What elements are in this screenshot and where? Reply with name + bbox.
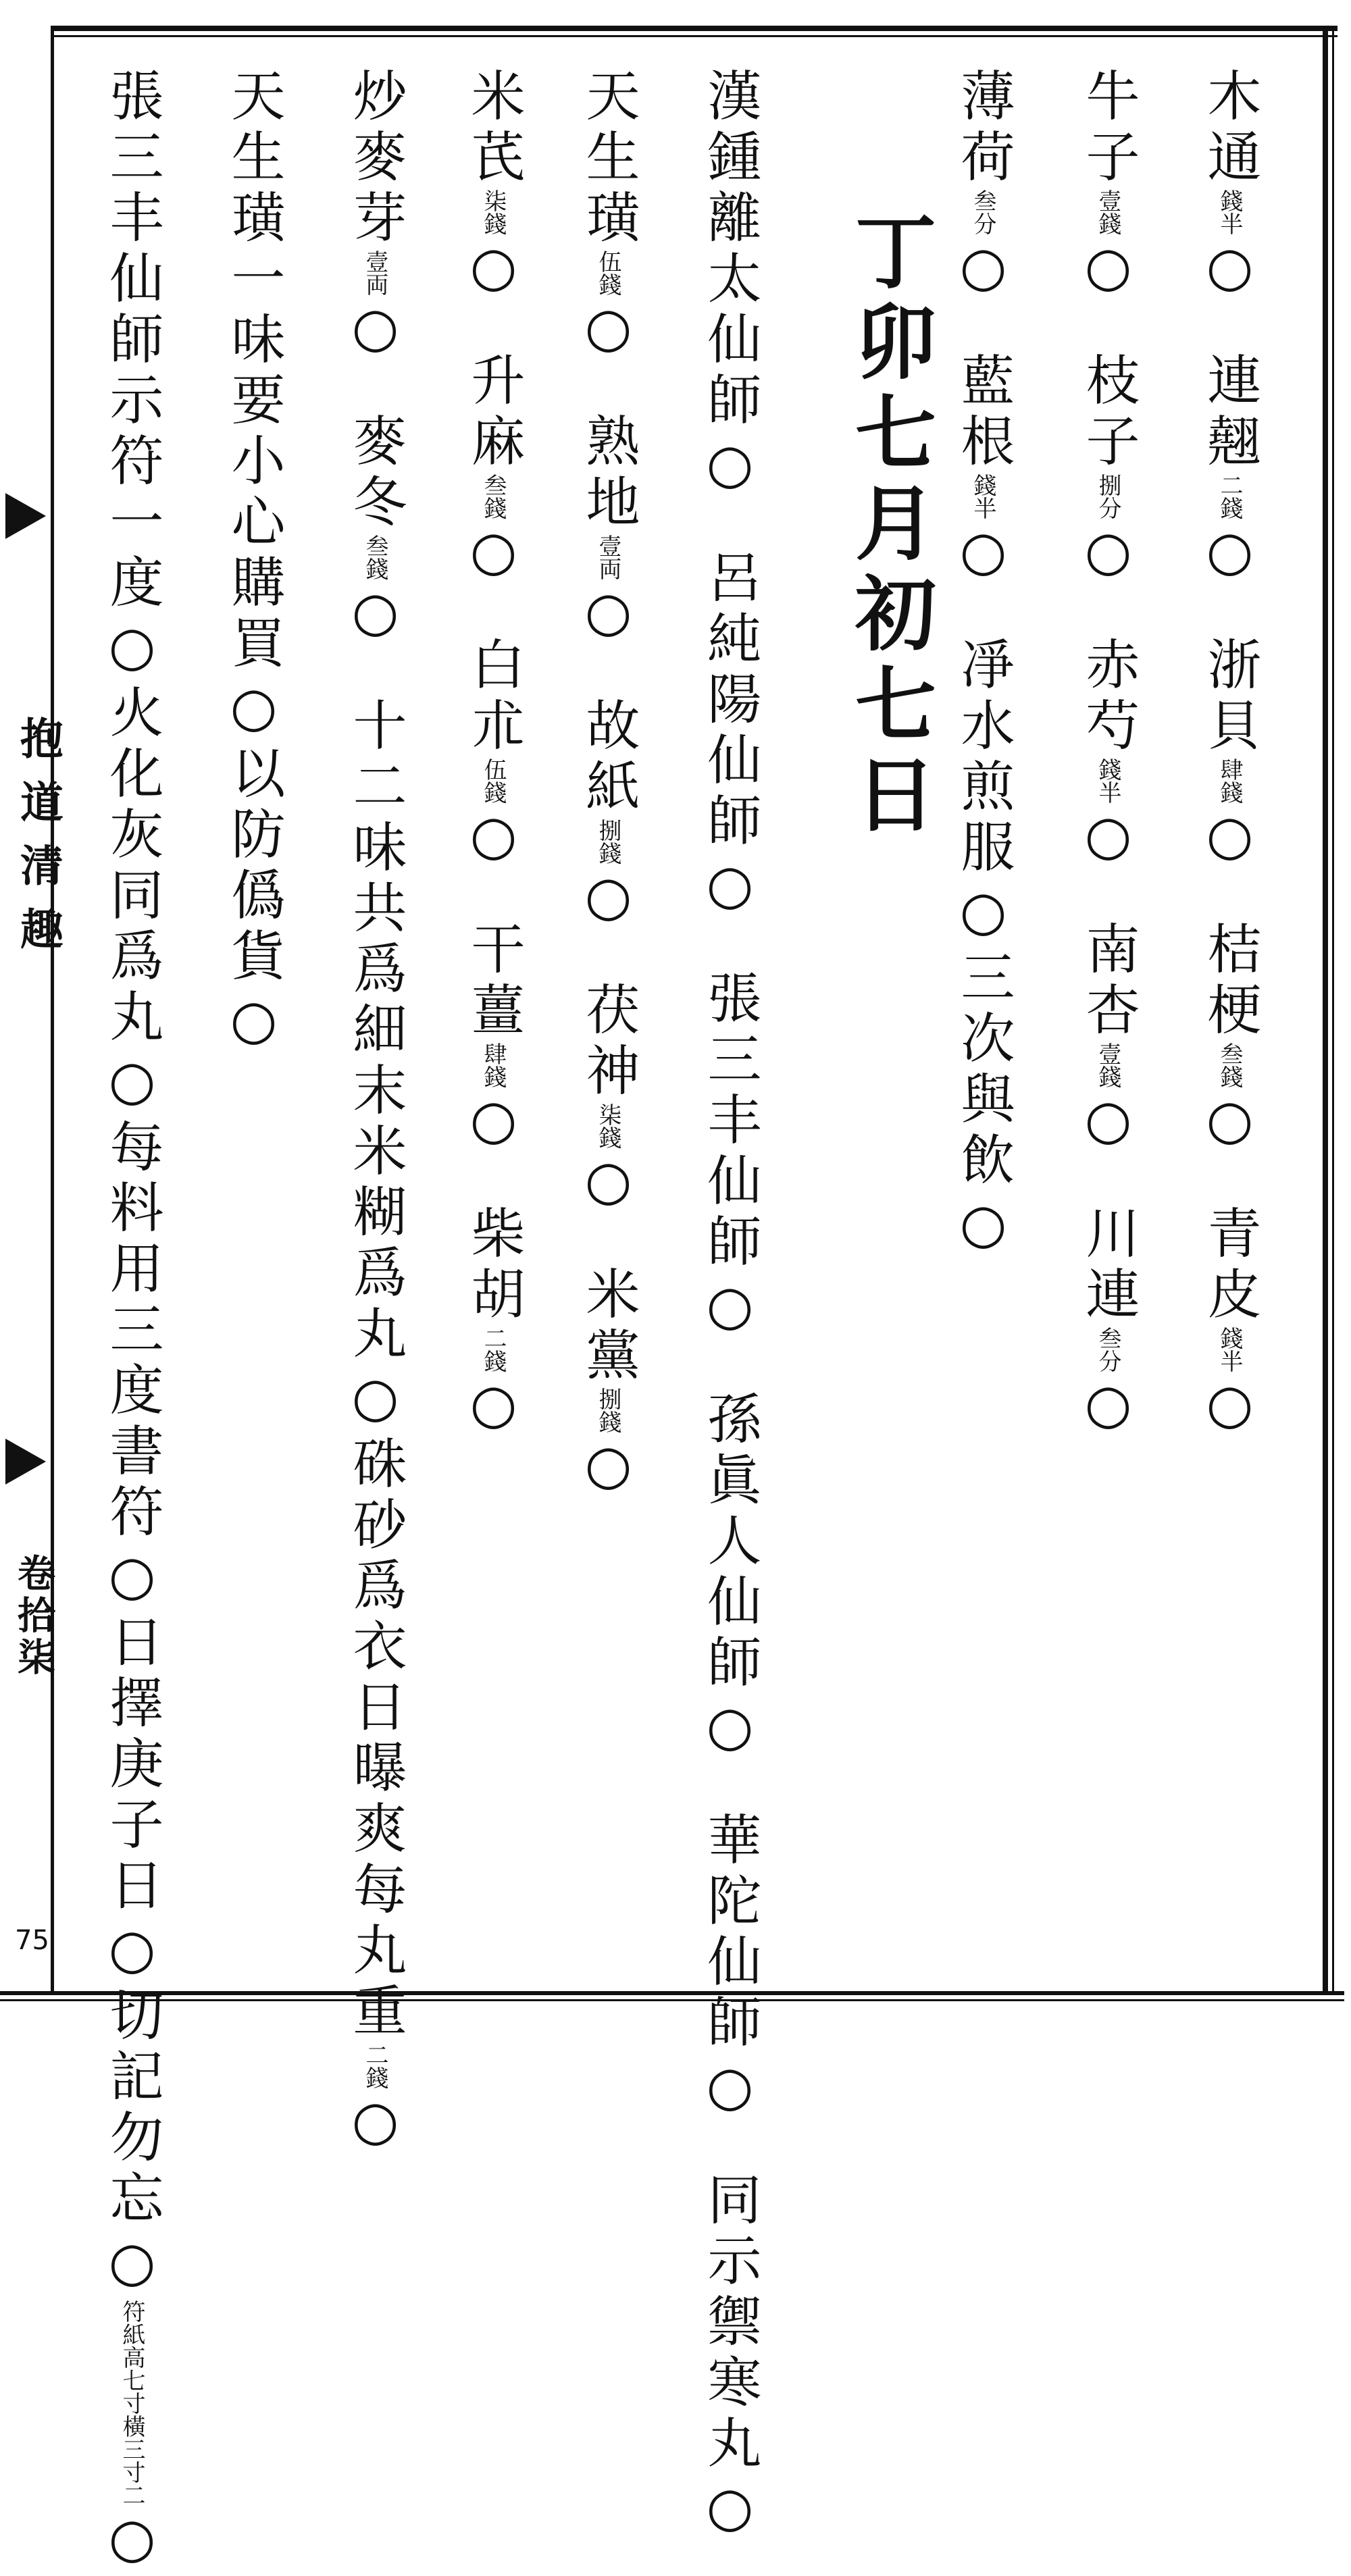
text-column-6 bbox=[462, 68, 525, 1442]
punctuation-circle: ○ bbox=[577, 1433, 640, 1503]
dosage-note: 叁分 bbox=[1094, 1326, 1121, 1372]
dosage-note: 錢半 bbox=[969, 473, 996, 519]
margin-volume: 卷拾柒 bbox=[11, 1553, 56, 1679]
punctuation-circle: ○ bbox=[462, 235, 525, 305]
punctuation-circle: ○ bbox=[1198, 1372, 1261, 1442]
text-run: 張三丰仙師 bbox=[698, 970, 761, 1274]
dosage-note: 柒錢 bbox=[594, 1103, 621, 1149]
text-run: 硃砂爲衣日曝爽每丸重 bbox=[344, 1435, 407, 2043]
text-run: 以防僞貨 bbox=[222, 745, 285, 988]
punctuation-circle: ○ bbox=[1077, 519, 1140, 589]
punctuation-circle: ○ bbox=[344, 2089, 407, 2159]
punctuation-circle: ○ bbox=[462, 804, 525, 873]
text-run: 米芪 bbox=[462, 68, 525, 189]
frame-bottom-outer-line bbox=[0, 1999, 1344, 2001]
text-run: 每料用三度書符 bbox=[101, 1118, 163, 1544]
frame-top-line bbox=[51, 26, 1337, 31]
dosage-note: 伍錢 bbox=[594, 250, 621, 296]
dosage-note: 叁錢 bbox=[480, 473, 507, 519]
punctuation-circle: ○ bbox=[344, 296, 407, 365]
punctuation-circle: ○ bbox=[577, 296, 640, 365]
dosage-note: 二錢 bbox=[480, 1326, 507, 1372]
dosage-note: 捌錢 bbox=[594, 819, 621, 865]
punctuation-circle: ○ bbox=[952, 879, 1015, 949]
text-run: 木通 bbox=[1198, 68, 1261, 189]
text-column-2 bbox=[1077, 68, 1140, 1442]
punctuation-circle: ○ bbox=[101, 2506, 163, 2576]
margin-fishtail-mark-top bbox=[5, 493, 46, 539]
text-run: 張三丰仙師示符一度 bbox=[101, 68, 163, 615]
text-run: 茯神 bbox=[577, 981, 640, 1103]
text-column-9 bbox=[101, 68, 163, 2576]
dosage-note: 錢半 bbox=[1094, 758, 1121, 804]
dosage-note: 肆錢 bbox=[480, 1042, 507, 1088]
text-run: 呂純陽仙師 bbox=[698, 549, 761, 853]
text-run: 同示禦寒丸 bbox=[698, 2171, 761, 2475]
text-run: 十二味共爲細末米糊爲丸 bbox=[344, 697, 407, 1366]
punctuation-circle: ○ bbox=[698, 1274, 761, 1343]
dosage-note: 柒錢 bbox=[480, 189, 507, 235]
text-run: 藍根 bbox=[952, 352, 1015, 473]
text-run: 火化灰同爲丸 bbox=[101, 684, 163, 1049]
punctuation-circle: ○ bbox=[1198, 1088, 1261, 1158]
dosage-note: 錢半 bbox=[1216, 1326, 1243, 1372]
punctuation-circle: ○ bbox=[698, 2475, 761, 2545]
text-run: 凈水煎服 bbox=[952, 636, 1015, 879]
punctuation-circle: ○ bbox=[344, 580, 407, 650]
text-column-4 bbox=[698, 68, 761, 2545]
dosage-note: 壹錢 bbox=[1094, 189, 1121, 235]
text-run: 桔梗 bbox=[1198, 921, 1261, 1042]
text-run: 升麻 bbox=[462, 352, 525, 473]
text-column-1 bbox=[1198, 68, 1261, 1442]
dosage-note: 捌錢 bbox=[594, 1387, 621, 1433]
text-run: 牛子 bbox=[1077, 68, 1140, 189]
text-run: 切記勿忘 bbox=[101, 1987, 163, 2230]
margin-fishtail-mark-bottom bbox=[5, 1439, 46, 1485]
punctuation-circle: ○ bbox=[577, 580, 640, 650]
text-run: 連翹 bbox=[1198, 352, 1261, 473]
punctuation-circle: ○ bbox=[462, 1372, 525, 1442]
text-run: 麥冬 bbox=[344, 413, 407, 534]
punctuation-circle: ○ bbox=[101, 1917, 163, 1987]
text-run: 天生璜一味要小心購買 bbox=[222, 68, 285, 675]
punctuation-circle: ○ bbox=[577, 865, 640, 934]
text-column-8 bbox=[222, 68, 285, 1058]
text-run: 浙貝 bbox=[1198, 636, 1261, 758]
text-run: 川連 bbox=[1077, 1205, 1140, 1326]
punctuation-circle: ○ bbox=[344, 1366, 407, 1435]
punctuation-circle: ○ bbox=[101, 2230, 163, 2300]
text-run: 干薑 bbox=[462, 921, 525, 1042]
text-run: 枝子 bbox=[1077, 352, 1140, 473]
dosage-note: 二錢 bbox=[1216, 473, 1243, 519]
dosage-note: 捌分 bbox=[1094, 473, 1121, 519]
text-run: 日擇庚子日 bbox=[101, 1614, 163, 1917]
frame-left-line bbox=[51, 26, 54, 1994]
text-run: 青皮 bbox=[1198, 1205, 1261, 1326]
punctuation-circle: ○ bbox=[698, 1695, 761, 1764]
text-run: 華陀仙師 bbox=[698, 1811, 761, 2055]
frame-right-outer-line bbox=[1332, 26, 1334, 1994]
text-run: 薄荷 bbox=[952, 68, 1015, 189]
dosage-note: 叁分 bbox=[969, 189, 996, 235]
text-column-5 bbox=[577, 68, 640, 1503]
punctuation-circle: ○ bbox=[952, 519, 1015, 589]
punctuation-circle: ○ bbox=[101, 1544, 163, 1614]
text-run: 故紙 bbox=[577, 697, 640, 819]
punctuation-circle: ○ bbox=[1077, 235, 1140, 305]
punctuation-circle: ○ bbox=[101, 615, 163, 684]
dosage-note: 壹錢 bbox=[1094, 1042, 1121, 1088]
punctuation-circle: ○ bbox=[1198, 519, 1261, 589]
text-run: 赤芍 bbox=[1077, 636, 1140, 758]
dosage-note: 壹両 bbox=[594, 534, 621, 580]
dosage-note: 符紙高七寸橫三寸二 bbox=[118, 2300, 145, 2506]
dosage-note: 叁錢 bbox=[1216, 1042, 1243, 1088]
text-run: 炒麥芽 bbox=[344, 68, 407, 250]
punctuation-circle: ○ bbox=[698, 2055, 761, 2124]
text-run: 三次與飲 bbox=[952, 949, 1015, 1192]
text-run: 熟地 bbox=[577, 413, 640, 534]
text-run: 漢鍾離太仙師 bbox=[698, 68, 761, 432]
punctuation-circle: ○ bbox=[1077, 1088, 1140, 1158]
punctuation-circle: ○ bbox=[577, 1149, 640, 1218]
text-run: 米黨 bbox=[577, 1266, 640, 1387]
page-number: 75 bbox=[15, 1925, 49, 1956]
punctuation-circle: ○ bbox=[1077, 1372, 1140, 1442]
dosage-note: 二錢 bbox=[361, 2043, 388, 2089]
punctuation-circle: ○ bbox=[1198, 804, 1261, 873]
frame-right-line bbox=[1323, 26, 1328, 1994]
punctuation-circle: ○ bbox=[222, 675, 285, 745]
dosage-note: 壹両 bbox=[361, 250, 388, 296]
punctuation-circle: ○ bbox=[952, 235, 1015, 305]
dosage-note: 伍錢 bbox=[480, 758, 507, 804]
punctuation-circle: ○ bbox=[101, 1049, 163, 1118]
text-run: 白朮 bbox=[462, 636, 525, 758]
frame-top-inner-line bbox=[51, 35, 1337, 37]
margin-book-title: 抱道清趣 bbox=[13, 716, 63, 970]
dosage-note: 肆錢 bbox=[1216, 758, 1243, 804]
dosage-note: 叁錢 bbox=[361, 534, 388, 580]
text-run: 孫眞人仙師 bbox=[698, 1391, 761, 1695]
punctuation-circle: ○ bbox=[462, 519, 525, 589]
text-run: 天生璜 bbox=[577, 68, 640, 250]
text-column-3 bbox=[952, 68, 1015, 1262]
dosage-note: 錢半 bbox=[1216, 189, 1243, 235]
punctuation-circle: ○ bbox=[222, 988, 285, 1058]
text-column-7 bbox=[344, 68, 407, 2159]
frame-bottom-line bbox=[0, 1991, 1344, 1995]
punctuation-circle: ○ bbox=[952, 1192, 1015, 1262]
text-run: 柴胡 bbox=[462, 1205, 525, 1326]
punctuation-circle: ○ bbox=[698, 853, 761, 923]
punctuation-circle: ○ bbox=[698, 432, 761, 502]
text-run: 南杏 bbox=[1077, 921, 1140, 1042]
punctuation-circle: ○ bbox=[1077, 804, 1140, 873]
punctuation-circle: ○ bbox=[462, 1088, 525, 1158]
page-title: 丁卯七月初七日 bbox=[842, 209, 937, 843]
punctuation-circle: ○ bbox=[1198, 235, 1261, 305]
